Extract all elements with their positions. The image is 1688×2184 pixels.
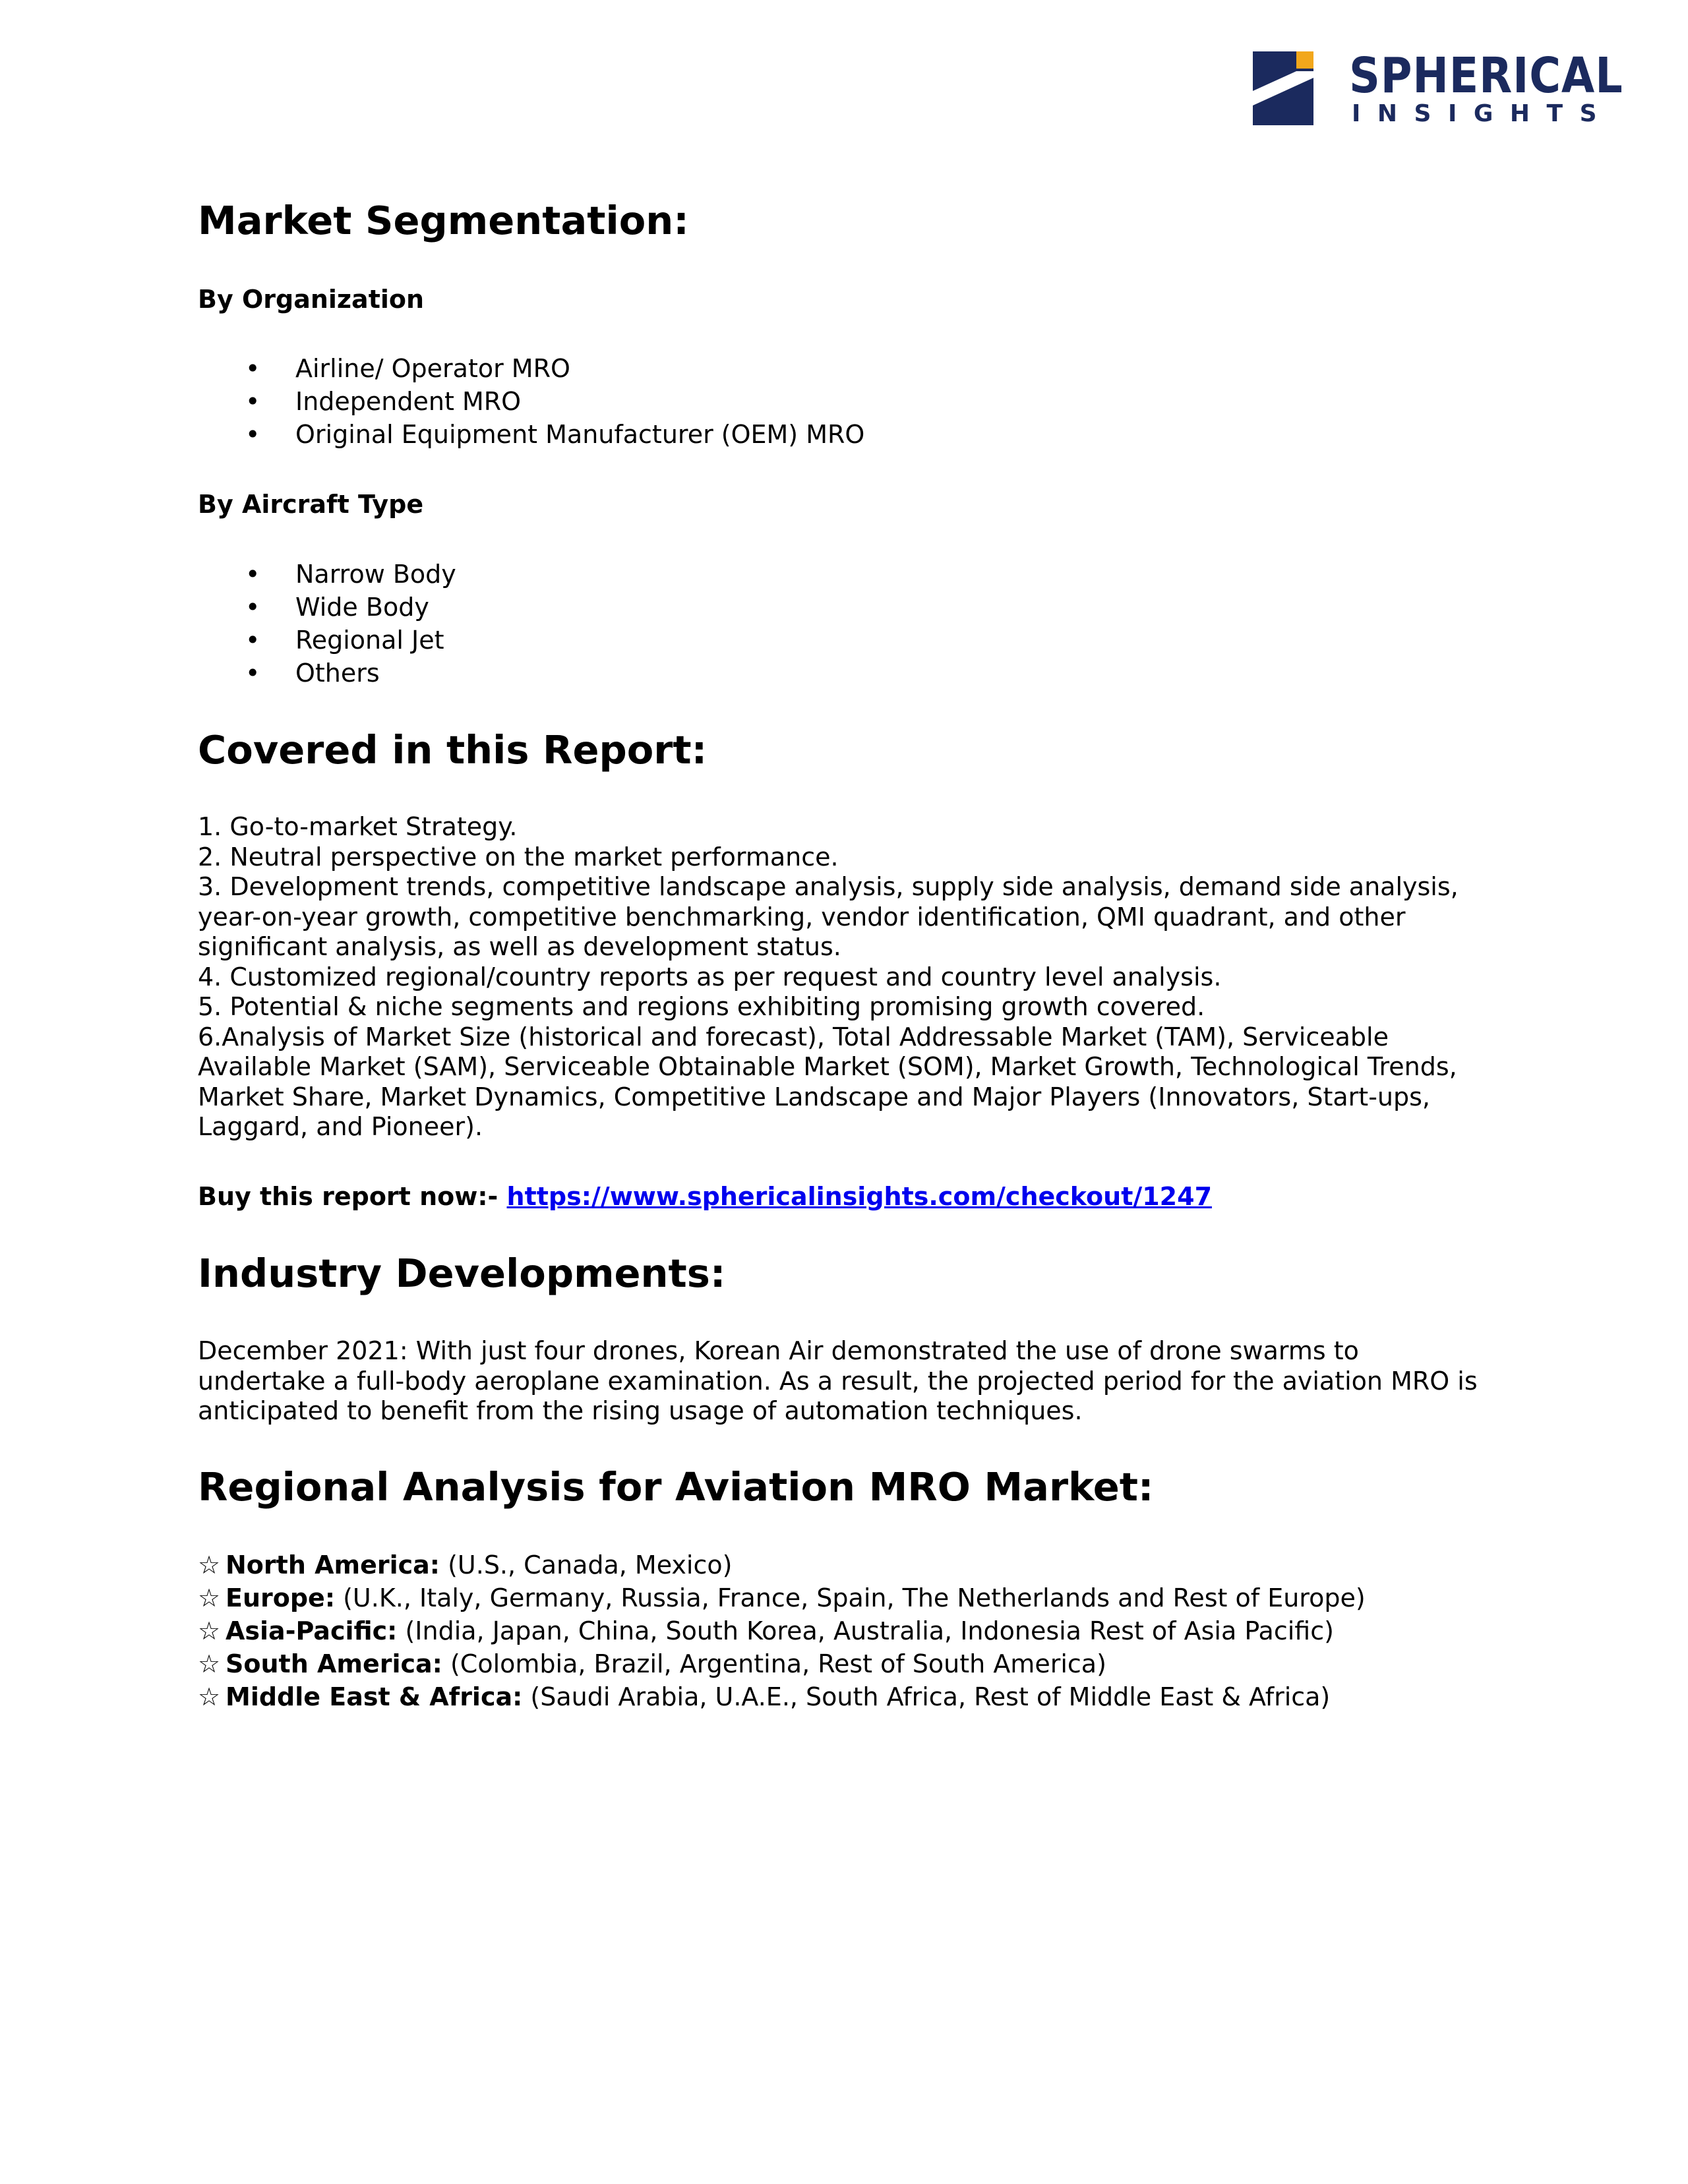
region-name: North America: bbox=[226, 1550, 440, 1579]
covered-line: 3. Development trends, competitive landscape analysis, supply side analysis, demand side analysis, bbox=[198, 872, 1459, 901]
buy-report-label: Buy this report now:- bbox=[198, 1182, 507, 1211]
regional-analysis-heading: Regional Analysis for Aviation MRO Market: bbox=[198, 1464, 1154, 1510]
star-icon: ☆ bbox=[198, 1550, 221, 1579]
covered-line: year-on-year growth, competitive benchmarking, vendor identification, QMI quadrant, and other bbox=[198, 902, 1406, 931]
covered-line: 4. Customized regional/country reports as per request and country level analysis. bbox=[198, 962, 1222, 991]
covered-line: 1. Go-to-market Strategy. bbox=[198, 812, 518, 841]
logo-word-spherical: SPHERICAL bbox=[1349, 47, 1623, 104]
regions-list bbox=[198, 1549, 1366, 1713]
developments-paragraph bbox=[198, 1336, 1510, 1427]
aircraft-type-list bbox=[198, 558, 456, 690]
developments-line: undertake a full-body aeroplane examination. As a result, the projected period for the aviation MRO is bbox=[198, 1366, 1478, 1396]
list-item: • Others bbox=[198, 657, 456, 690]
checkout-link[interactable]: https://www.sphericalinsights.com/checkout/1247 bbox=[506, 1182, 1213, 1211]
region-detail: (U.S., Canada, Mexico) bbox=[440, 1550, 733, 1579]
by-organization-label: By Organization bbox=[198, 285, 425, 314]
list-item bbox=[198, 1680, 1366, 1713]
region-name: South America: bbox=[226, 1649, 442, 1678]
region-name: Middle East & Africa: bbox=[226, 1682, 523, 1711]
list-item bbox=[198, 1581, 1366, 1614]
by-aircraft-type-label: By Aircraft Type bbox=[198, 490, 424, 519]
industry-developments-heading: Industry Developments: bbox=[198, 1251, 726, 1296]
list-item: • Independent MRO bbox=[198, 385, 864, 418]
star-icon: ☆ bbox=[198, 1583, 221, 1612]
list-item bbox=[198, 1647, 1366, 1680]
list-item: • Original Equipment Manufacturer (OEM) MRO bbox=[198, 418, 864, 451]
region-name: Asia-Pacific: bbox=[226, 1616, 398, 1645]
list-item: • Regional Jet bbox=[198, 624, 456, 657]
list-item: • Narrow Body bbox=[198, 558, 456, 591]
list-item: • Wide Body bbox=[198, 591, 456, 624]
buy-report-line bbox=[198, 1184, 1212, 1209]
region-detail: (India, Japan, China, South Korea, Australia, Indonesia Rest of Asia Pacific) bbox=[397, 1616, 1334, 1645]
covered-line: 5. Potential & niche segments and regions exhibiting promising growth covered. bbox=[198, 992, 1205, 1021]
star-icon: ☆ bbox=[198, 1649, 221, 1678]
market-segmentation-heading: Market Segmentation: bbox=[198, 198, 689, 243]
covered-line: Available Market (SAM), Serviceable Obtainable Market (SOM), Market Growth, Technological Trends, bbox=[198, 1052, 1457, 1081]
region-detail: (U.K., Italy, Germany, Russia, France, Spain, The Netherlands and Rest of Europe) bbox=[335, 1583, 1366, 1612]
region-name: Europe: bbox=[226, 1583, 336, 1612]
developments-line: anticipated to benefit from the rising usage of automation techniques. bbox=[198, 1396, 1083, 1425]
region-detail: (Colombia, Brazil, Argentina, Rest of South America) bbox=[442, 1649, 1106, 1678]
list-item bbox=[198, 1614, 1366, 1647]
list-item: • Airline/ Operator MRO bbox=[198, 352, 864, 385]
list-item bbox=[198, 1549, 1366, 1581]
star-icon: ☆ bbox=[198, 1616, 221, 1645]
covered-line: 6.Analysis of Market Size (historical and forecast), Total Addressable Market (TAM), Serviceable bbox=[198, 1022, 1389, 1051]
organization-list bbox=[198, 352, 864, 451]
region-detail: (Saudi Arabia, U.A.E., South Africa, Rest of Middle East & Africa) bbox=[522, 1682, 1331, 1711]
covered-line: Laggard, and Pioneer). bbox=[198, 1112, 483, 1141]
logo-mark-icon bbox=[1253, 51, 1313, 125]
covered-paragraph bbox=[198, 812, 1510, 1142]
spherical-insights-logo bbox=[1253, 47, 1623, 129]
developments-line: December 2021: With just four drones, Korean Air demonstrated the use of drone swarms to bbox=[198, 1336, 1359, 1365]
star-icon: ☆ bbox=[198, 1682, 221, 1711]
covered-heading: Covered in this Report: bbox=[198, 727, 708, 773]
covered-line: Market Share, Market Dynamics, Competitive Landscape and Major Players (Innovators, Start-ups, bbox=[198, 1082, 1430, 1111]
logo-word-insights: INSIGHTS bbox=[1352, 100, 1614, 127]
covered-line: 2. Neutral perspective on the market performance. bbox=[198, 842, 839, 871]
covered-line: significant analysis, as well as development status. bbox=[198, 932, 841, 961]
